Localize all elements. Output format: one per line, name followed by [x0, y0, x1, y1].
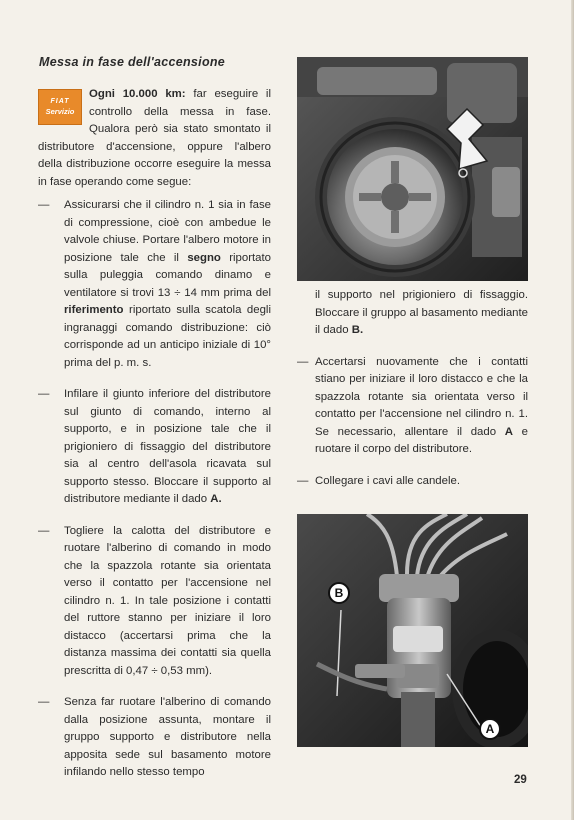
continuation-bold: B. [351, 324, 364, 336]
step-3 [38, 523, 271, 681]
step-1 [38, 197, 271, 372]
right-step-2-text: Collegare i cavi alle candele. [315, 474, 460, 487]
dash-marker: — [297, 474, 309, 487]
step-2-text [64, 386, 271, 509]
distributor-photo-illustration [297, 514, 528, 747]
section-title: Messa in fase dell'accensione [39, 55, 226, 69]
dash-marker: — [38, 199, 50, 211]
distributor-closeup-photo [297, 514, 528, 747]
step-2-part-1: Infilare il giunto inferiore del distributore sul giunto di comando, interno al supporto, e in posizione tale che il prigioniero di fissaggio del distributore sia al centro dell'asola ricavata sul supporto stesso. Bloccare il supporto al distributore mediante il dado [64, 388, 271, 505]
dash-marker: — [38, 696, 50, 708]
step-1-part-3: riportato sulla scatola degli ingranaggi comando distribuzione: ciò corrisponde ad un anticipo iniziale di 10° prima del p. m. s. [64, 304, 271, 369]
step-2 [38, 386, 271, 509]
dash-marker: — [38, 524, 50, 537]
left-column [38, 86, 271, 782]
step-4 [38, 694, 271, 782]
callout-a-label: A [485, 722, 495, 736]
callout-b [328, 582, 350, 604]
dash-marker: — [38, 388, 50, 400]
engine-distributor-photo [297, 57, 528, 281]
right-step-2 [297, 473, 528, 491]
engine-photo-illustration [297, 57, 528, 281]
step-2-bold-1: A. [210, 493, 222, 505]
callout-b-label: B [334, 586, 344, 600]
fiat-service-badge [38, 89, 82, 125]
step-4-text: Senza far ruotare l'alberino di comando dalla posizione assunta, montare il gruppo supporto e distributore nella apposita sede sul basamento motore infilando nello stesso tempo [64, 696, 271, 778]
step-1-text [64, 197, 271, 372]
intro-text: far eseguire il controllo della messa in fase. Qualora però sia stato smontato il distributore d'accensione, oppure l'albero della distribuzione occorre eseguire la messa in fase operando come segue: [38, 88, 271, 188]
dash-marker: — [297, 355, 309, 368]
right-step-1-part-2: e ruotare il corpo del distributore. [315, 425, 528, 455]
page-number: 29 [514, 774, 527, 786]
badge-line-2: Servizio [45, 107, 75, 116]
step-3-text: Togliere la calotta del distributore e ruotare l'alberino di comando in modo che la spazzola rotante sia orientata verso il contatto per l'accensione nel cilindro n. 1. In tale posizione i contatti del ruttore stanno per iniziare il loro distacco (accertarsi prima che la distanza massima dei contatti sia quella prescritta di 0,47 ÷ 0,53 mm). [64, 524, 271, 677]
right-step-1-text [315, 354, 528, 459]
right-step-1-bold: A [504, 425, 513, 438]
callout-a [479, 718, 501, 740]
step-1-bold-2: riferimento [64, 304, 124, 316]
step-1-part-1: Assicurarsi che il cilindro n. 1 sia in fase di compressione, cioè con ambedue le valvole chiuse. Portare l'albero motore in posizione tale che il [64, 199, 271, 264]
continuation-part-1: il supporto nel prigioniero di fissaggio. Bloccare il gruppo al basamento mediante il dado [315, 289, 528, 336]
step-1-part-2: riportato sulla puleggia comando dinamo e ventilatore si trovi 13 ÷ 14 mm prima del [64, 251, 272, 299]
step-1-bold-1: segno [187, 251, 221, 264]
right-step-1-part-1: Accertarsi nuovamente che i contatti stiano per iniziare il loro distacco e che la spazzola rotante sia orientata verso il contatto per l'accensione nel cilindro n. 1. Se necessario, allentare il dado [315, 355, 528, 438]
right-column [297, 287, 528, 490]
right-step-1 [297, 354, 528, 459]
badge-line-1: FIAT [50, 98, 70, 105]
interval-label: Ogni 10.000 km: [89, 88, 186, 100]
intro-paragraph [38, 86, 271, 191]
continuation-paragraph [297, 287, 528, 340]
